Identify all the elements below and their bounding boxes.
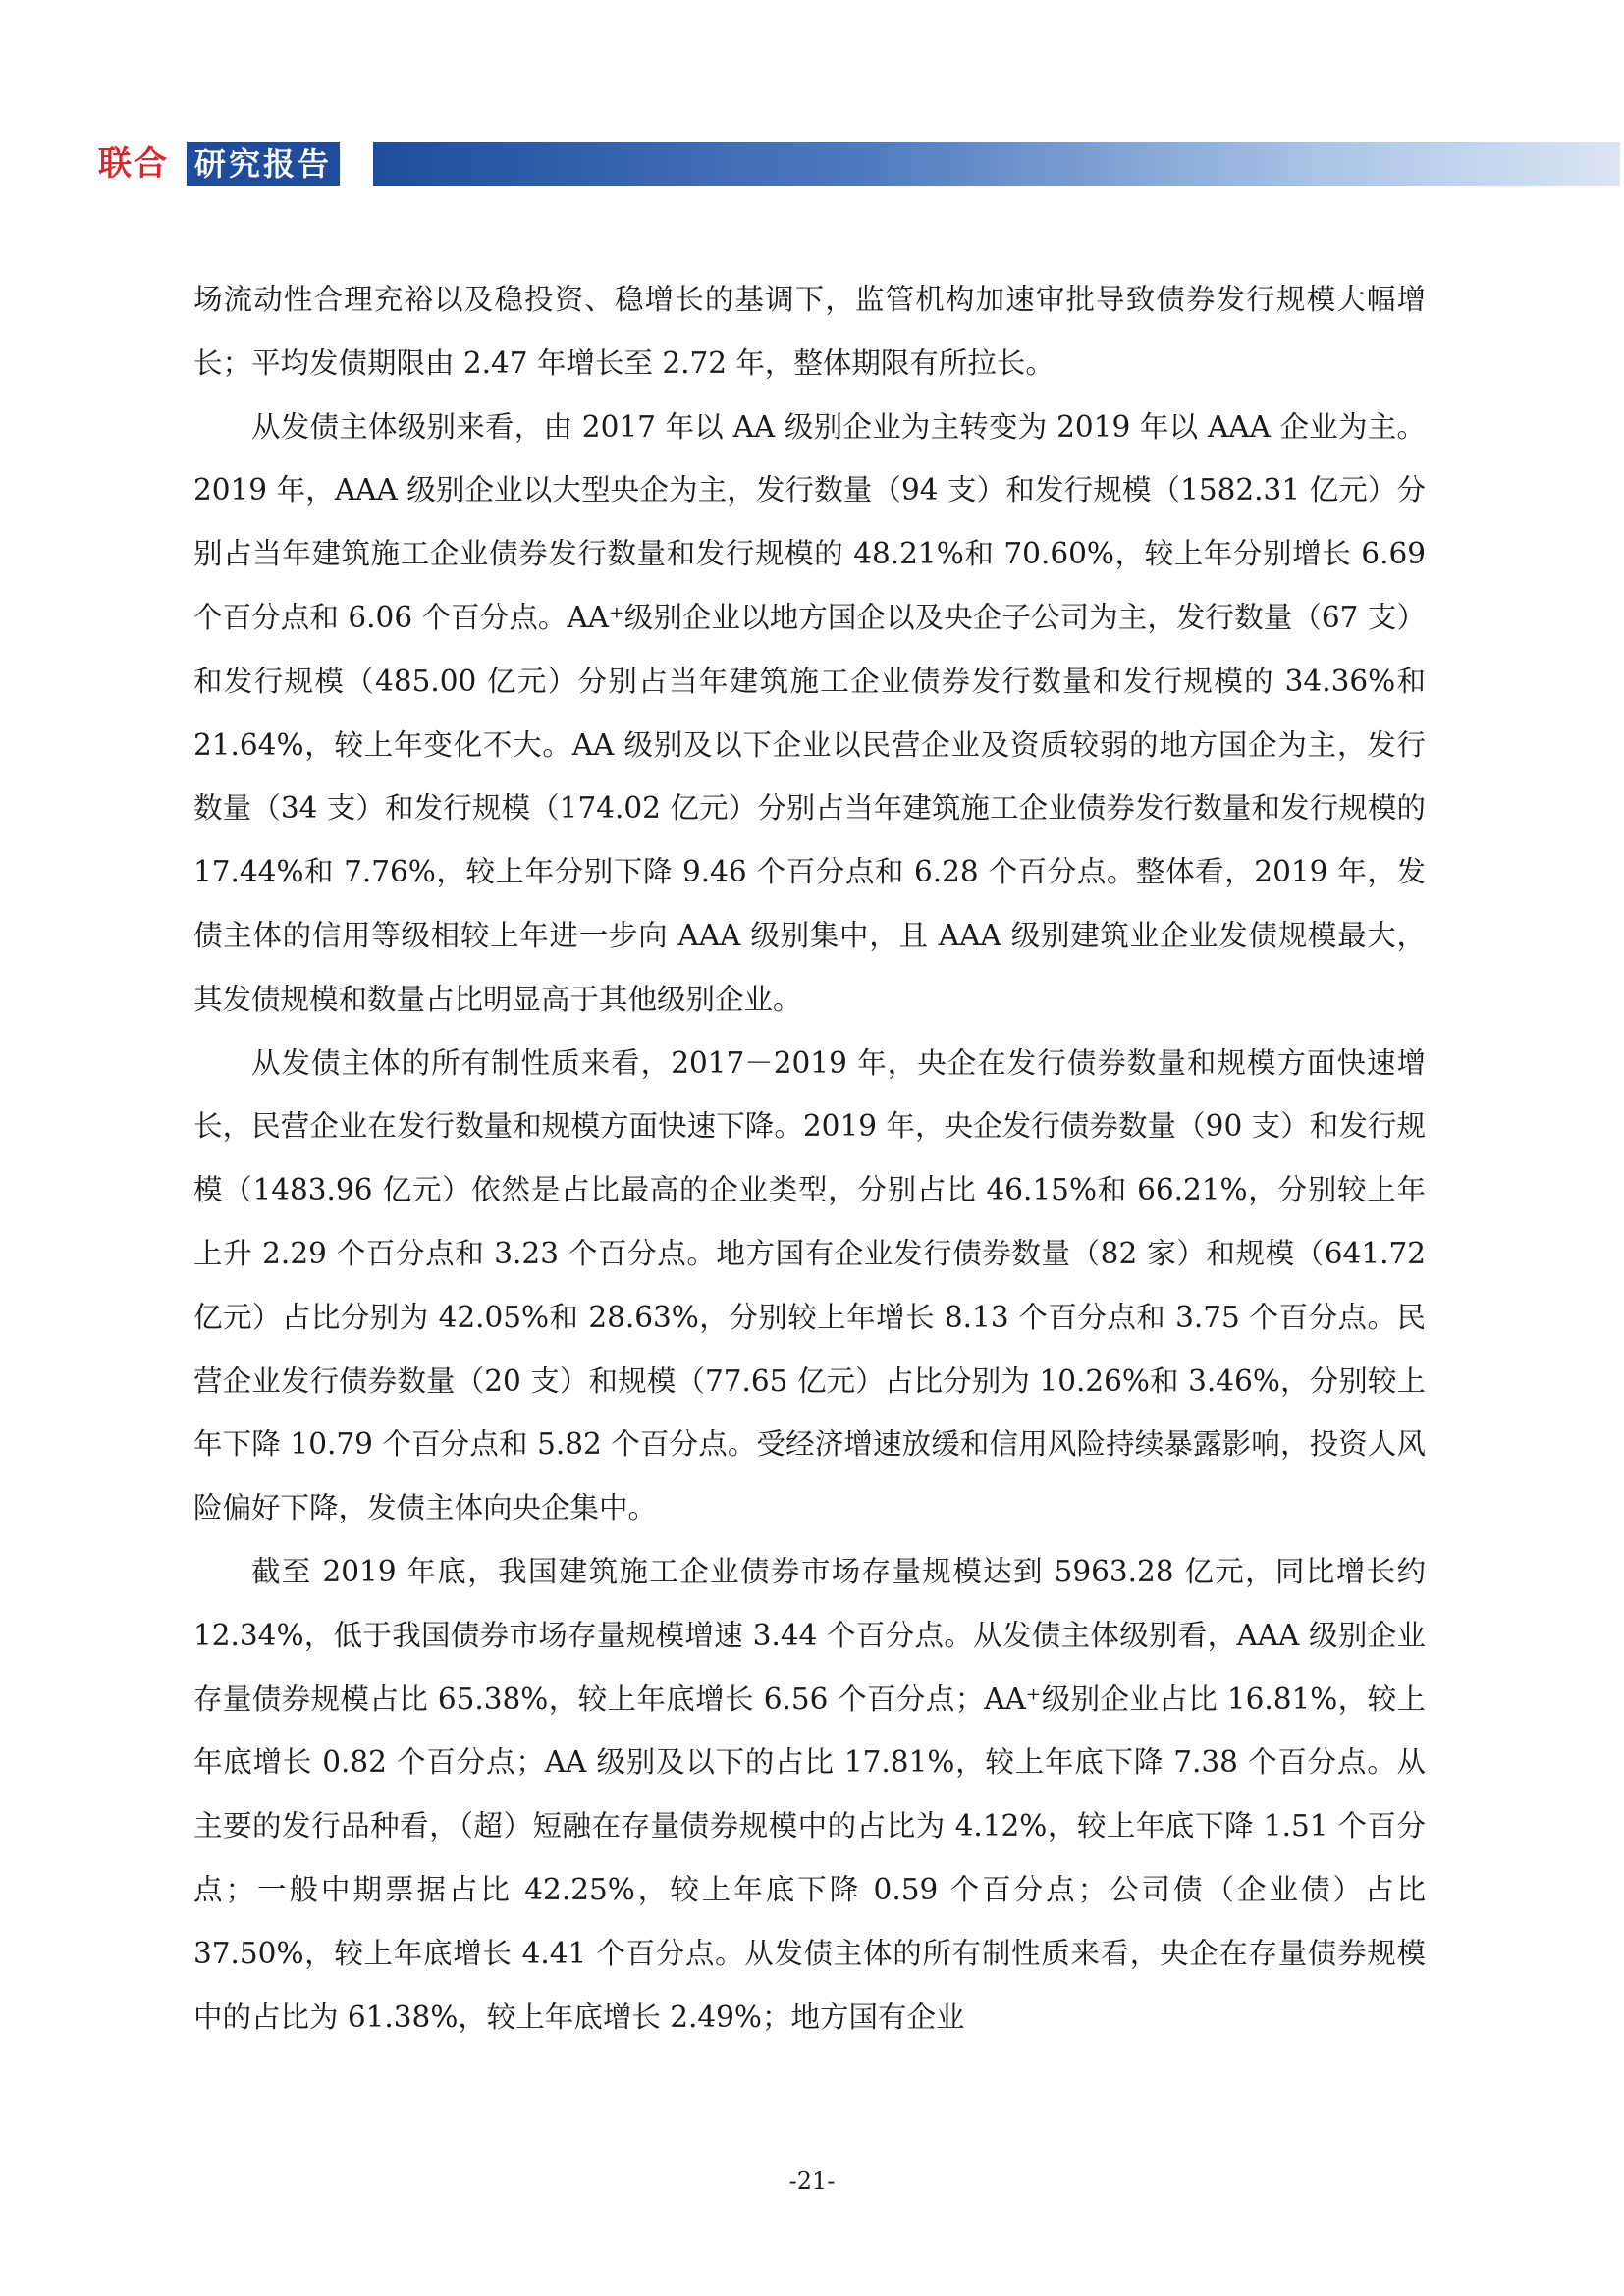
page-number: -21- <box>788 2167 836 2195</box>
brand-label: 联合 <box>98 144 169 184</box>
paragraph-ownership: 从发债主体的所有制性质来看，2017－2019 年，央企在发行债券数量和规模方面快速增长，民营企业在发行数量和规模方面快速下降。2019 年，央企发行债券数量（90 支）和发行规模（1483.96 亿元）依然是占比最高的企业类型，分别占比 46.15%和 66.21%，分别较上年上升 2.29 个百分点和 3.23 个百分点。地方国有企业发行债券数量（82 家）和规模（641.72 亿元）占比分别为 42.05%和 28.63%，分别较上年增长 8.13 个百分点和 3.75 个百分点。民营企业发行债券数量（20 支）和规模（77.65 亿元）占比分别为 10.26%和 3.46%，分别较上年下降 10.79 个百分点和 5.82 个百分点。受经济增速放缓和信用风险持续暴露影响，投资人风险偏好下降，发债主体向央企集中。 <box>193 1045 1426 1525</box>
report-type-tag: 研究报告 <box>187 142 340 186</box>
report-header <box>98 140 1620 189</box>
paragraph-issuer-rating: 从发债主体级别来看，由 2017 年以 AA 级别企业为主转变为 2019 年以 AAA 企业为主。2019 年，AAA 级别企业以大型央企为主，发行数量（94 支）和发行规模（1582.31 亿元）分别占当年建筑施工企业债券发行数量和发行规模的 48.21%和 70.60%，较上年分别增长 6.69 个百分点和 6.06 个百分点。AA⁺级别企业以地方国企以及央企子公司为主，发行数量（67 支）和发行规模（485.00 亿元）分别占当年建筑施工企业债券发行数量和发行规模的 34.36%和 21.64%，较上年变化不大。AA 级别及以下企业以民营企业及资质较弱的地方国企为主，发行数量（34 支）和发行规模（174.02 亿元）分别占当年建筑施工企业债券发行数量和发行规模的 17.44%和 7.76%，较上年分别下降 9.46 个百分点和 6.28 个百分点。整体看，2019 年，发债主体的信用等级相较上年进一步向 AAA 级别集中，且 AAA 级别建筑业企业发债规模最大，其发债规模和数量占比明显高于其他级别企业。 <box>193 409 1427 1016</box>
paragraph-outstanding-bonds: 截至 2019 年底，我国建筑施工企业债券市场存量规模达到 5963.28 亿元，同比增长约 12.34%，低于我国债券市场存量规模增速 3.44 个百分点。从发债主体级别看，AAA 级别企业存量债券规模占比 65.38%，较上年底增长 6.56 个百分点；AA⁺级别企业占比 16.81%，较上年底增长 0.82 个百分点；AA 级别及以下的占比 17.81%，较上年底下降 7.38 个百分点。从主要的发行品种看，（超）短融在存量债券规模中的占比为 4.12%，较上年底下降 1.51 个百分点；一般中期票据占比 42.25%，较上年底下降 0.59 个百分点；公司债（企业债）占比 37.50%，较上年底增长 4.41 个百分点。从发债主体的所有制性质来看，央企在存量债券规模中的占比为 61.38%，较上年底增长 2.49%；地方国有企业 <box>193 1554 1426 2034</box>
body-text <box>193 268 1426 2049</box>
paragraph-continued: 场流动性合理充裕以及稳投资、稳增长的基调下，监管机构加速审批导致债券发行规模大幅增长；平均发债期限由 2.47 年增长至 2.72 年，整体期限有所拉长。 <box>193 283 1426 380</box>
header-gradient-bar <box>373 142 1620 186</box>
